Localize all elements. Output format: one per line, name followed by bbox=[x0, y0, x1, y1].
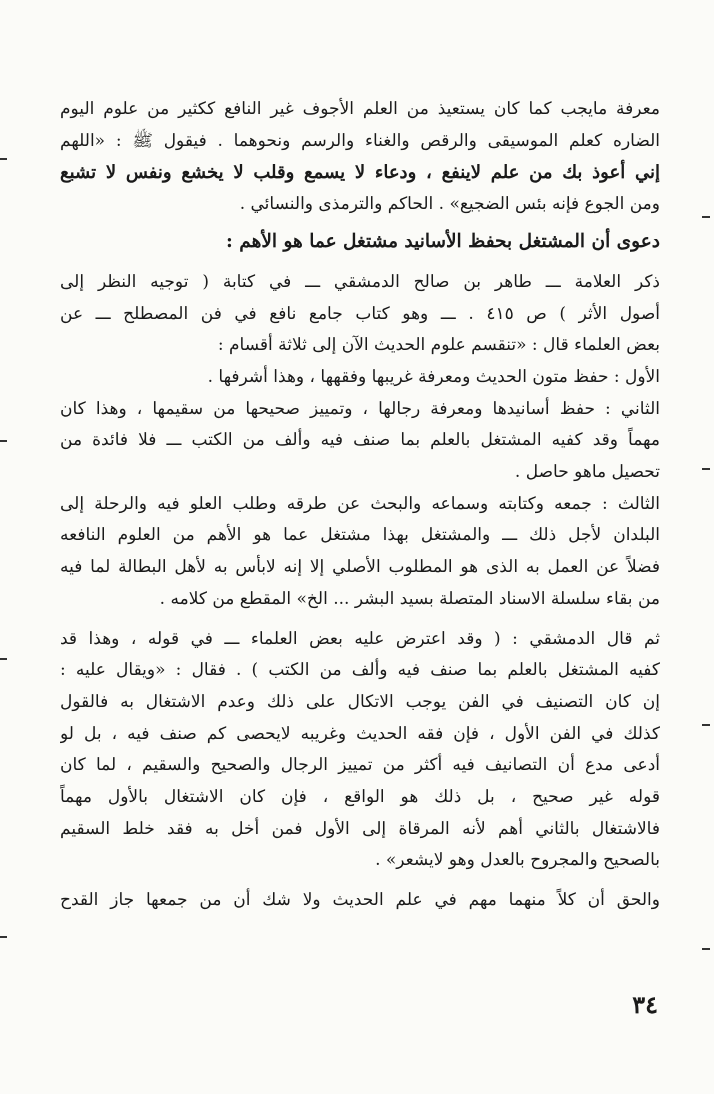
margin-mark bbox=[0, 158, 7, 160]
paragraph-quote-divisions bbox=[60, 267, 660, 489]
margin-mark bbox=[702, 724, 710, 726]
text-line: تحصيل ماهو حاصل . bbox=[514, 462, 660, 483]
text-line: أصول الأثر ) ص ٤١٥ . ـــ وهو كتاب جامع نافع في فن المصطلح ـــ عن bbox=[60, 303, 660, 324]
paragraph-third-division bbox=[60, 489, 660, 616]
text-line: الثاني : حفظ أسانيدها ومعرفة رجالها ، وتمييز صحيحها من سقيمها ، وهذا كان bbox=[60, 398, 660, 419]
paragraph-conclusion bbox=[60, 885, 660, 917]
margin-mark bbox=[702, 948, 710, 950]
margin-mark bbox=[0, 440, 7, 442]
text-line: بالصحيح والمجروح بالعدل وهو لايشعر» . bbox=[375, 850, 660, 871]
text-line: ثم قال الدمشقي : ( وقد اعترض عليه بعض العلماء ـــ في قوله ، وهذا قد bbox=[60, 628, 660, 649]
text-line: بعض العلماء قال : «تنقسم علوم الحديث الآن إلى ثلاثة أقسام : bbox=[217, 335, 660, 356]
text-line: الأول : حفظ متون الحديث ومعرفة غريبها وفقهها ، وهذا أشرفها . bbox=[207, 366, 660, 387]
text-line: البلدان لأجل ذلك ـــ والمشتغل بهذا مشتغل عما هو الأهم من العلوم النافعه bbox=[60, 525, 660, 546]
section-heading: دعوى أن المشتغل بحفظ الأسانيد مشتغل عما هو الأهم : bbox=[226, 230, 660, 252]
text-line: معرفة مايجب كما كان يستعيذ من العلم الأجوف غير النافع ككثير من علوم اليوم bbox=[60, 99, 660, 119]
text-line: قوله غير صحيح ، بل ذلك هو الواقع ، فإن كان الاشتغال بالأول مهماً bbox=[60, 787, 660, 808]
page-number: ٣٤ bbox=[632, 990, 658, 1019]
page-body bbox=[60, 94, 660, 917]
margin-mark bbox=[0, 936, 7, 938]
text-line: إن كان التصنيف في الفن يوجب الاتكال على ذلك وعدم الاشتغال به فالقول bbox=[60, 691, 660, 712]
text-line-hadith: إني أعوذ بك من علم لاينفع ، ودعاء لا يسمع وقلب لا يخشع ونفس لا تشبع bbox=[60, 162, 660, 184]
text-line: أدعى مدع أن التصانيف فيه أكثر من تمييز الرجال والصحيح والسقيم ، لما كان bbox=[60, 755, 660, 776]
margin-mark bbox=[0, 658, 7, 660]
text-line: كذلك في الفن الأول ، فإن فقه الحديث وغريبه لايحصى كم صنف فيه ، بل لو bbox=[60, 723, 660, 744]
text-line: الضاره كعلم الموسيقى والرقص والغناء والرسم ونحوهما . فيقول ﷺ : «اللهم bbox=[60, 130, 660, 151]
text-line: فضلاً عن العمل به الذى هو المطلوب الأصلي إلا إنه لابأس به لأهل البطالة لما فيه bbox=[60, 557, 660, 578]
text-line: ذكر العلامة ـــ طاهر بن صالح الدمشقي ـــ في كتابة ( توجيه النظر إلى bbox=[60, 271, 660, 292]
text-line: ومن الجوع فإنه بئس الضجيع» . الحاكم والترمذى والنسائي . bbox=[239, 194, 660, 215]
text-line: كفيه المشتغل بالعلم بما صنف فيه وألف من الكتب ) . فقال : «ويقال عليه : bbox=[60, 660, 660, 681]
margin-mark bbox=[702, 468, 710, 470]
text-line: والحق أن كلاً منهما مهم في علم الحديث ولا شك أن من جمعها جاز القدح bbox=[60, 890, 660, 911]
text-line: فالاشتغال بالثاني أهم لأنه المرقاة إلى الأول فمن أخل به فقد خلط السقيم bbox=[60, 818, 660, 839]
margin-mark bbox=[702, 216, 710, 218]
paragraph-intro bbox=[60, 94, 660, 221]
text-line: مهماً وقد كفيه المشتغل بالعلم بما صنف فيه وألف من الكتب ـــ فلا فائدة من bbox=[60, 430, 660, 451]
text-line: الثالث : جمعه وكتابته وسماعه والبحث عن طرقه وطلب العلو فيه والرحلة إلى bbox=[60, 493, 660, 514]
paragraph-objection bbox=[60, 624, 660, 878]
text-line: من بقاء سلسلة الاسناد المتصلة بسيد البشر ... الخ» المقطع من كلامه . bbox=[159, 588, 660, 609]
